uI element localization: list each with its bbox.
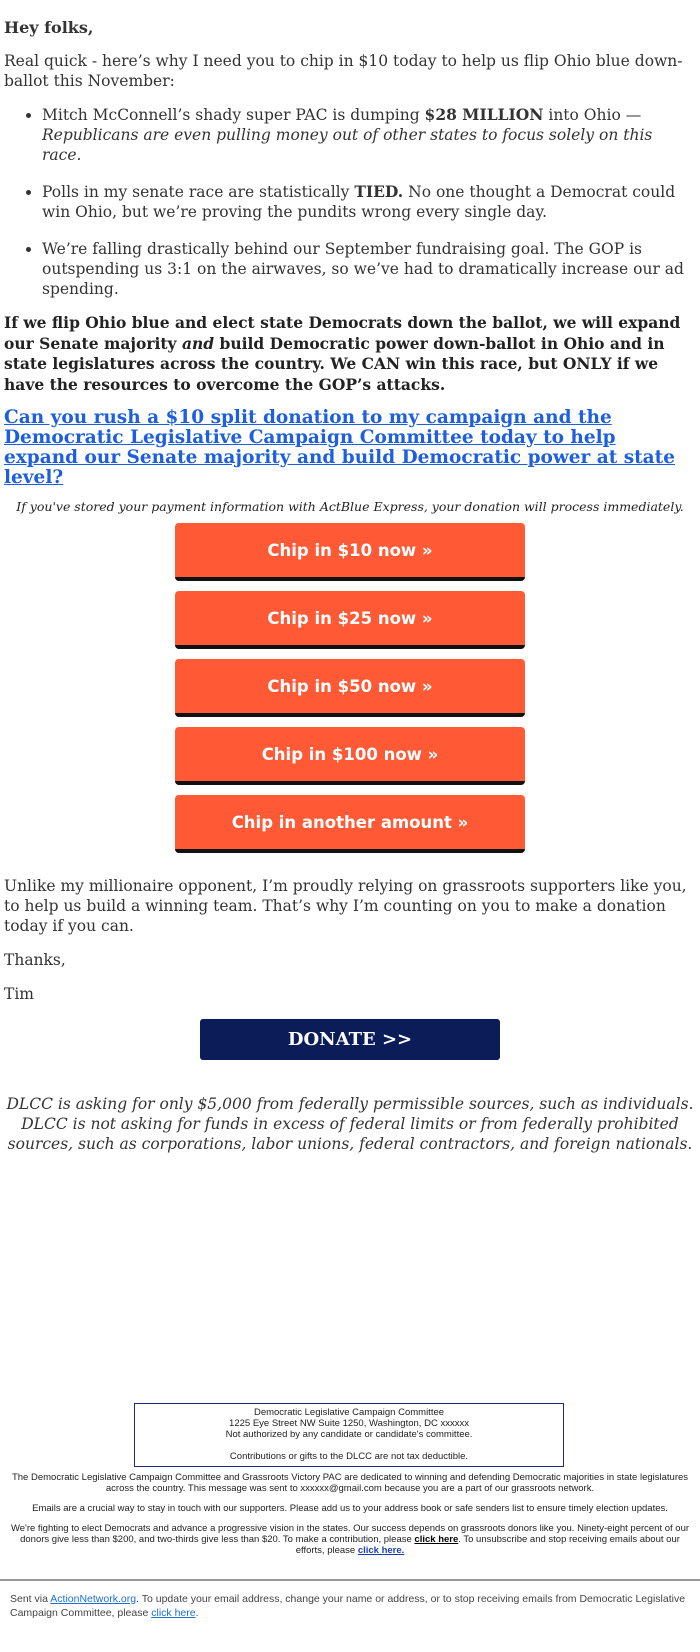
org-name: Democratic Legislative Campaign Committee xyxy=(253,1407,445,1418)
bold-text: If we flip Ohio blue and elect state Democrats down the ballot, we will expand our Senate majority xyxy=(4,313,681,353)
bold-text: build Democratic power down-ballot in Ohio and in state legislatures across the country. We CAN win this race, but ONLY if we have the resources to overcome the GOP’s attacks. xyxy=(4,333,665,394)
bold-italic: and xyxy=(181,333,215,353)
sent-text: . xyxy=(195,1607,199,1619)
list-item xyxy=(42,239,696,299)
bullet-italic: Republicans are even pulling money out of other states to focus solely on this race. xyxy=(42,126,653,164)
spacer xyxy=(135,1440,563,1451)
address-box xyxy=(134,1403,564,1467)
bullet-text: Polls in my senate race are statistically xyxy=(42,183,355,201)
bullet-text: into Ohio — xyxy=(543,106,642,124)
footer-emails: Emails are a crucial way to stay in touch with our supporters. Please add us to your address book or safe senders list to ensure timely election updates. xyxy=(32,1503,668,1514)
footer-text: . To unsubscribe and stop receiving emails about our efforts, please xyxy=(295,1534,680,1556)
footer-divider xyxy=(0,1579,700,1581)
donate-button[interactable]: DONATE >> xyxy=(200,1019,500,1060)
unsubscribe-link[interactable]: click here. xyxy=(357,1545,405,1556)
closing-paragraph: Unlike my millionaire opponent, I’m proudly relying on grassroots supporters like you, to help us build a winning team. That’s why I’m counting on you to make a donation today if you can. xyxy=(4,877,687,935)
footer-mission: The Democratic Legislative Campaign Committee and Grassroots Victory PAC are dedicated to winning and defending Democratic majorities in state legislatures across the country. This message was sent to xxxxxx@gmail.com because you are a part of our grassroots network. xyxy=(11,1472,689,1494)
footer-fight xyxy=(8,1523,692,1556)
chip-25-button[interactable]: Chip in $25 now » xyxy=(175,591,525,649)
chip-50-button[interactable]: Chip in $50 now » xyxy=(175,659,525,717)
footer-text: We're fighting to elect Democrats and advance a progressive vision in the states. Our success depends on grassroots donors like you. Ninety-eight percent of our donors give less than $200, and two-thirds give less than $20. To make a contribution, please xyxy=(10,1523,690,1545)
sent-text: Sent via xyxy=(10,1593,51,1605)
bullet-text: Mitch McConnell’s shady super PAC is dumping xyxy=(42,106,425,124)
reasons-list xyxy=(4,105,696,299)
email-body xyxy=(4,0,696,1154)
chip-other-amount-button[interactable]: Chip in another amount » xyxy=(175,795,525,853)
chip-100-button[interactable]: Chip in $100 now » xyxy=(175,727,525,785)
list-item xyxy=(42,105,696,165)
actblue-note: If you've stored your payment information with ActBlue Express, your donation will process immediately. xyxy=(16,499,684,514)
tax-line: Contributions or gifts to the DLCC are not tax deductible. xyxy=(229,1451,469,1462)
contribute-link[interactable]: click here xyxy=(414,1534,459,1545)
bullet-bold: TIED. xyxy=(354,182,404,201)
greeting: Hey folks, xyxy=(4,18,94,37)
intro-paragraph: Real quick - here’s why I need you to chip in $10 today to help us flip Ohio blue down-ballot this November: xyxy=(4,52,683,90)
chip-10-button[interactable]: Chip in $10 now » xyxy=(175,523,525,581)
sent-via xyxy=(10,1592,690,1620)
authorization-line: Not authorized by any candidate or candidate's committee. xyxy=(225,1429,473,1440)
actionnetwork-link[interactable]: ActionNetwork.org xyxy=(50,1593,137,1605)
bullet-bold: $28 MILLION xyxy=(424,105,544,124)
signature: Tim xyxy=(4,985,34,1003)
sent-text: . To update your email address, change your name or address, or to stop receiving emails from Democratic Legislative Campaign Committee, please xyxy=(10,1593,686,1619)
thanks-line: Thanks, xyxy=(4,951,66,969)
street-address: 1225 Eye Street NW Suite 1250, Washington, DC xxxxxx xyxy=(229,1418,469,1429)
update-preferences-link[interactable]: click here xyxy=(151,1607,196,1619)
bold-paragraph xyxy=(4,313,696,395)
bullet-text: We’re falling drastically behind our September fundraising goal. The GOP is outspending us 3:1 on the airwaves, so we’ve had to dramatically increase our ad spending. xyxy=(42,240,684,298)
bullet-text: No one thought a Democrat could win Ohio, but we’re proving the pundits wrong every single day. xyxy=(42,183,676,221)
list-item xyxy=(42,182,696,222)
cta-link[interactable]: Can you rush a $10 split donation to my campaign and the Democratic Legislative Campaign Committee today to help expand our Senate majority and build Democratic power at state level? xyxy=(4,407,675,488)
legal-notice: DLCC is asking for only $5,000 from federally permissible sources, such as individuals. DLCC is not asking for funds in excess of federal limits or from federally prohibited sources, such as corporations, labor unions, federal contractors, and foreign nationals. xyxy=(6,1095,694,1153)
